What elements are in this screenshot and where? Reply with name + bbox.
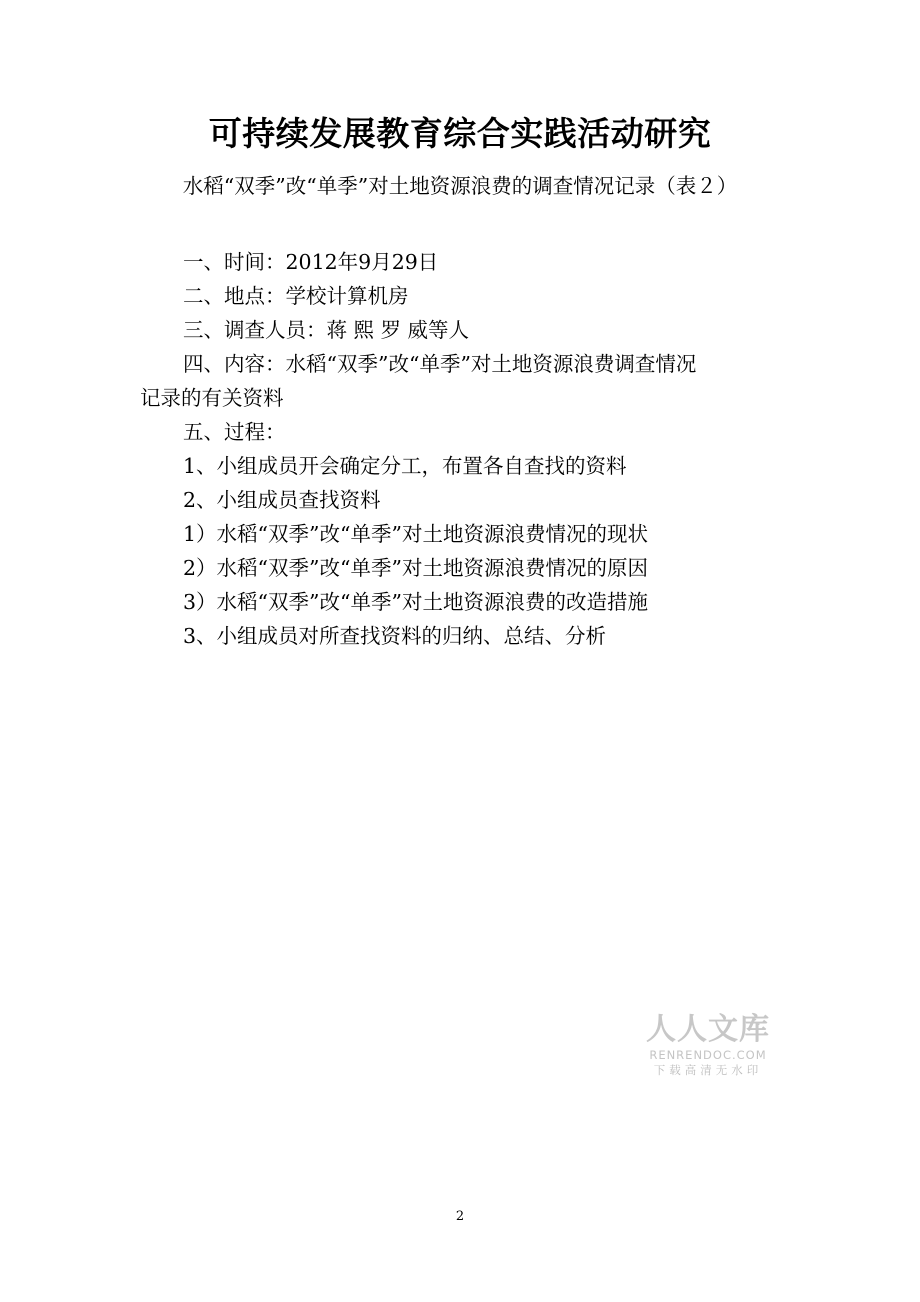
sub-item-3: 3）水稻“双季”改“单季”对土地资源浪费的改造措施 xyxy=(183,590,648,614)
document-title: 可持续发展教育综合实践活动研究 xyxy=(208,114,712,153)
page-number: 2 xyxy=(455,1209,465,1224)
watermark-title: 人人文库 xyxy=(646,1012,770,1047)
content-line: 四、内容：水稻“双季”改“单季”对土地资源浪费调查情况 xyxy=(183,352,697,376)
location-line: 二、地点：学校计算机房 xyxy=(183,284,409,308)
process-step-3: 3、小组成员对所查找资料的归纳、总结、分析 xyxy=(183,624,607,648)
document-subtitle: 水稻“双季”改“单季”对土地资源浪费的调查情况记录（表２） xyxy=(182,174,738,198)
process-step-1: 1、小组成员开会确定分工，布置各自查找的资料 xyxy=(183,454,627,478)
content-line-continued: 记录的有关资料 xyxy=(140,386,284,410)
sub-item-2: 2）水稻“双季”改“单季”对土地资源浪费情况的原因 xyxy=(183,556,648,580)
watermark-logo xyxy=(640,1012,776,1078)
watermark-tagline: 下载高清无水印 xyxy=(653,1063,763,1077)
process-heading: 五、过程： xyxy=(183,420,286,444)
investigators-line: 三、调查人员：蒋 熙 罗 威等人 xyxy=(183,318,470,342)
sub-item-1: 1）水稻“双季”改“单季”对土地资源浪费情况的现状 xyxy=(183,522,648,546)
time-line: 一、时间：2012年9月29日 xyxy=(183,250,439,274)
process-step-2: 2、小组成员查找资料 xyxy=(183,488,381,512)
watermark-url: RENRENDOC.COM xyxy=(649,1048,767,1062)
